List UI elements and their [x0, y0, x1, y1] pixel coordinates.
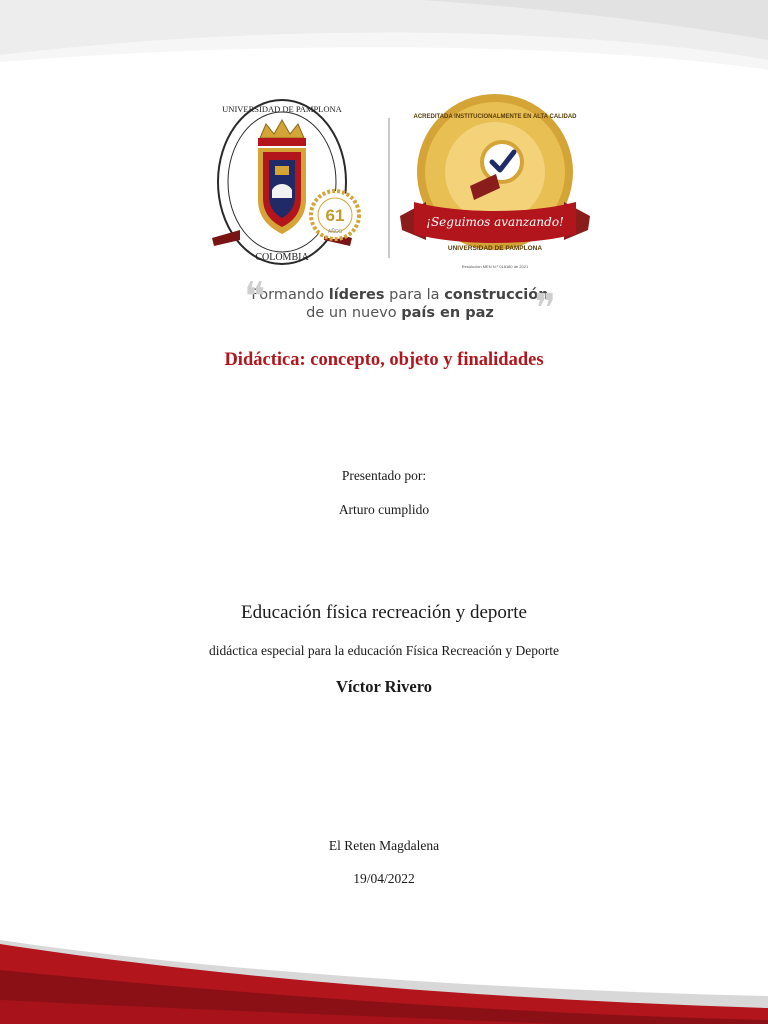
date: 19/04/2022 — [353, 871, 415, 886]
seal-country-text: COLOMBIA — [255, 252, 309, 263]
slogan-line-2: de un nuevo país en paz — [306, 305, 494, 321]
accreditation-resolution-text: Resolución MEN N.º 018180 de 2021 — [461, 264, 529, 269]
bottom-decoration — [0, 930, 768, 1024]
logo-divider — [388, 118, 390, 258]
logo-block — [200, 90, 600, 280]
accreditation-ribbon-text: ¡Seguimos avanzando! — [426, 215, 564, 229]
author-name: Arturo cumplido — [338, 502, 430, 517]
professor-name: Víctor Rivero — [335, 677, 433, 696]
place: El Reten Magdalena — [328, 838, 440, 853]
close-quote-icon: ❞ — [534, 286, 556, 332]
seal-arc-text: UNIVERSIDAD DE PAMPLONA — [222, 104, 342, 114]
accreditation-arc-text: ACREDITADA INSTITUCIONALMENTE EN ALTA CALIDAD — [413, 114, 577, 120]
open-quote-icon: ❝ — [244, 274, 266, 320]
slogan-line-1: Formando líderes para la construcción — [251, 287, 549, 303]
anniversary-number: 61 — [325, 206, 345, 225]
subject-name: didáctica especial para la educación Física Recreación y Deporte — [208, 643, 560, 658]
university-logos — [200, 90, 600, 280]
presented-by-label: Presentado por: — [341, 468, 427, 483]
course-name: Educación física recreación y deporte — [241, 602, 527, 623]
document-title: Didáctica: concepto, objeto y finalidades — [224, 350, 544, 370]
accreditation-bottom-text: UNIVERSIDAD DE PAMPLONA — [447, 245, 543, 252]
anniversary-label: AÑOS — [327, 229, 343, 235]
slogan — [244, 274, 556, 332]
